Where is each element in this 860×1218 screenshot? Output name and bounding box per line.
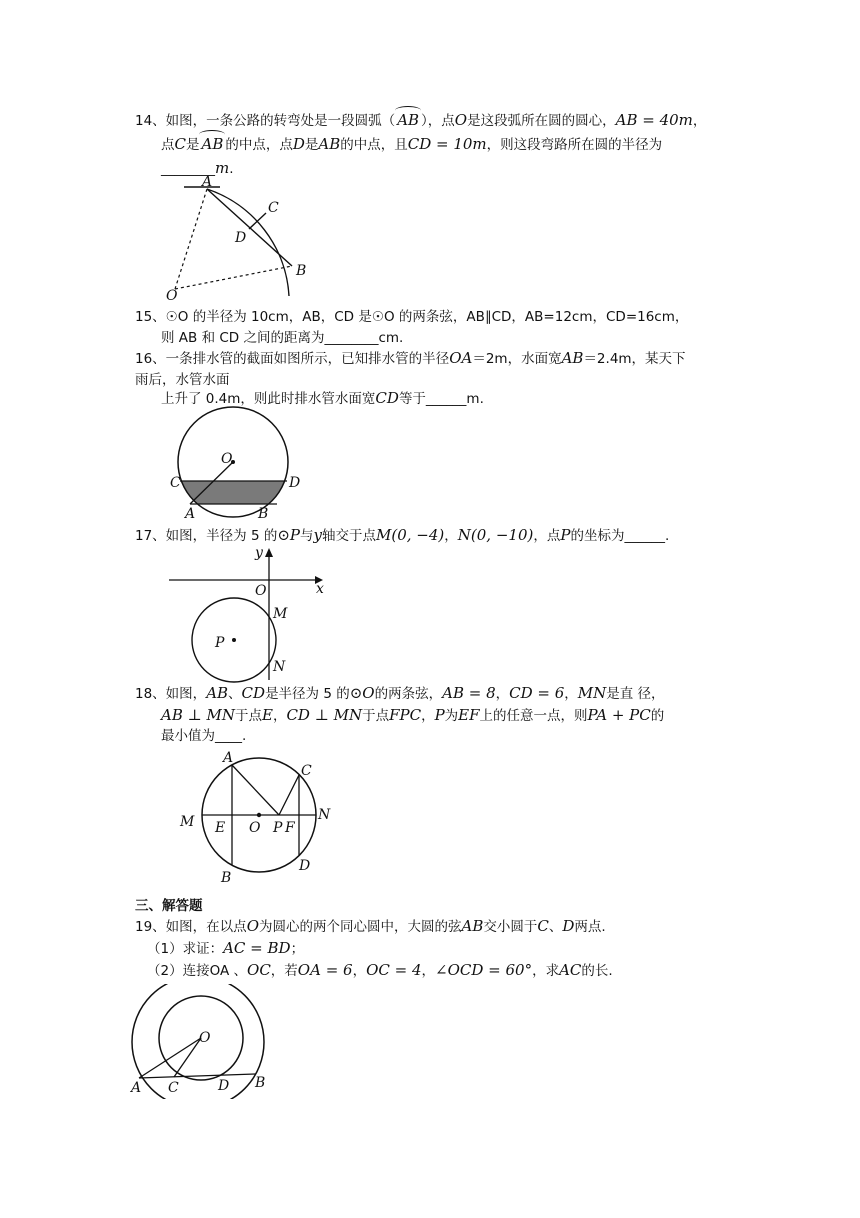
q18-text: 是半径为 5 的 <box>265 686 350 702</box>
q14-text: 14、如图，一条公路的转弯处是一段圆弧（ <box>135 113 396 129</box>
q17-label-o: O <box>255 583 267 599</box>
q19-text: ， <box>421 963 436 979</box>
q18-text: 、 <box>228 686 242 702</box>
q18-figure <box>175 745 345 885</box>
q17-line <box>135 525 669 546</box>
q14-line1 <box>135 110 706 131</box>
q18-segment-ef: EF <box>458 706 480 724</box>
q18-text: 的 <box>650 708 665 724</box>
q18-label-d: D <box>299 858 311 874</box>
q14-answer-blank: ________ <box>161 161 215 177</box>
q17-y-var: y <box>313 526 323 544</box>
q19-figure <box>128 984 278 1099</box>
q16-text: ＝2m，水面宽 <box>472 351 562 367</box>
q18-label-n: N <box>318 807 331 823</box>
q16-label-a: A <box>185 506 196 520</box>
q18-text: 上的任意一点，则 <box>479 708 588 724</box>
q19-segment-ab: AB <box>461 917 484 935</box>
q19-text: 的长. <box>581 963 613 979</box>
q18-segment-pa <box>232 765 279 815</box>
q19-label-d: D <box>218 1078 230 1094</box>
q14-radius-ob <box>175 266 292 289</box>
q16-label-c: C <box>170 475 181 491</box>
q19-text: ， <box>352 963 367 979</box>
q17-text: ， <box>444 528 458 544</box>
q16-text: 上升了 0.4m，则此时排水管水面宽 <box>161 391 376 407</box>
q14-eq-cd: CD = 10m <box>407 135 487 153</box>
q19-eq-oa: OA = 6 <box>297 961 353 979</box>
q17-label-n: N <box>273 659 286 675</box>
q19-text: ，求 <box>532 963 560 979</box>
q14-label-d: D <box>235 230 247 246</box>
q17-center-dot <box>232 638 236 642</box>
q18-label-m: M <box>180 814 195 830</box>
q18-eq-ab: AB = 8 <box>442 684 496 702</box>
q18-text: 于点 <box>234 708 262 724</box>
q16-segment-ab: AB <box>561 349 584 367</box>
q14-label-o: O <box>166 288 178 303</box>
q16-text: 等于______m. <box>398 391 484 407</box>
q18-line2 <box>161 705 664 726</box>
q14-text: . <box>229 161 234 177</box>
q17-point-m: M(0, −4) <box>376 526 445 544</box>
q18-point-e: E <box>261 706 273 724</box>
q17-text: 17、如图，半径为 5 的 <box>135 528 278 544</box>
q19-text: ； <box>290 941 305 957</box>
q17-label-p: P <box>215 635 225 651</box>
q18-sum: PA + PC <box>587 706 651 724</box>
q18-perp-ab: AB ⊥ MN <box>161 706 235 724</box>
q14-segment-ab: AB <box>318 135 341 153</box>
q14-text: 是 <box>185 137 200 153</box>
q16-line2: 雨后，水管水面 <box>135 372 230 388</box>
q17-text: 轴交于点 <box>322 528 377 544</box>
q19-segment-oc <box>174 1038 201 1077</box>
q18-eq-cd: CD = 6 <box>509 684 565 702</box>
q18-point-p: P <box>434 706 445 724</box>
q19-text: （1）求证： <box>147 941 224 957</box>
q19-text: 19、如图，在以点 <box>135 919 247 935</box>
q18-text: 是直 径， <box>606 686 665 702</box>
q18-label-e: E <box>215 820 226 836</box>
q19-point-o: O <box>246 917 259 935</box>
q18-text: ， <box>421 708 435 724</box>
q18-text: ， <box>564 686 578 702</box>
q14-point-d: D <box>292 135 305 153</box>
q14-text: ，则这段弯路所在圆的半径为 <box>486 137 663 153</box>
q19-label-o: O <box>199 1030 211 1046</box>
q17-y-arrow-icon <box>265 548 273 557</box>
q14-point-c: C <box>174 135 186 153</box>
q19-part2 <box>147 960 613 981</box>
q18-center-dot <box>257 813 261 817</box>
q16-figure <box>165 405 310 520</box>
q14-text: 点 <box>161 137 175 153</box>
q14-label-b: B <box>296 263 307 279</box>
q19-text: 为圆心的两个同心圆中，大圆的弦 <box>259 919 462 935</box>
q17-label-y: y <box>255 545 263 561</box>
q19-text: 两点. <box>574 919 606 935</box>
q18-circle-o: ⊙O <box>349 684 375 702</box>
q18-text: 的两条弦， <box>374 686 443 702</box>
q17-figure <box>165 545 335 685</box>
q18-segment-ab: AB <box>206 684 229 702</box>
q18-text: ， <box>495 686 510 702</box>
section-title: 三、解答题 <box>135 898 203 914</box>
q18-text: 于点 <box>362 708 390 724</box>
q18-text: 为 <box>444 708 459 724</box>
q14-arc-ab: AB <box>201 135 224 153</box>
q17-label-x: x <box>316 581 324 597</box>
q14-arc-ab: AB <box>397 111 420 129</box>
q16-text: ＝2.4m，某天下 <box>583 351 686 367</box>
q14-text: 的中点，点 <box>225 137 293 153</box>
q19-segment-ac: AC <box>559 961 582 979</box>
q19-text: 交小圆于 <box>483 919 538 935</box>
q19-segment-oa <box>139 1038 201 1078</box>
q14-label-c: C <box>268 200 279 216</box>
q16-label-o: O <box>221 451 233 467</box>
q18-segment-pc <box>279 775 299 815</box>
q19-point-c: C <box>537 917 549 935</box>
q18-label-p: P <box>273 820 283 836</box>
q16-segment-cd: CD <box>375 389 399 407</box>
q18-label-c: C <box>301 763 312 779</box>
q15-line2: 则 AB 和 CD 之间的距离为________cm. <box>161 330 404 346</box>
q19-label-c: C <box>168 1080 179 1096</box>
q15-line1: 15、☉O 的半径为 10cm，AB，CD 是☉O 的两条弦，AB∥CD，AB=12cm，CD=16cm， <box>135 309 689 325</box>
q19-text: ，若 <box>270 963 298 979</box>
q18-point-fpc: FPC <box>389 706 422 724</box>
q19-angle: ∠OCD = 60° <box>435 961 533 979</box>
q19-label-a: A <box>131 1080 142 1096</box>
q17-label-m: M <box>273 606 288 622</box>
q16-text: 16、一条排水管的截面如图所示，已知排水管的半径 <box>135 351 450 367</box>
q18-line3: 最小值为____. <box>161 728 247 744</box>
q18-text: ， <box>272 708 287 724</box>
q16-segment-oa: OA <box>449 349 473 367</box>
q14-chord-ab <box>207 189 292 266</box>
q19-text: 、 <box>548 919 563 935</box>
q16-label-d: D <box>289 475 301 491</box>
q19-eq1: AC = BD <box>223 939 291 957</box>
q19-point-d: D <box>562 917 575 935</box>
q14-text: ），点 <box>421 113 455 129</box>
q19-eq-oc: OC = 4 <box>366 961 422 979</box>
q14-text: 是 <box>304 137 319 153</box>
q14-text: 是这段弧所在圆的圆心， <box>467 113 616 129</box>
q18-label-f: F <box>285 820 295 836</box>
q18-label-o: O <box>249 820 261 836</box>
q17-text: ，点 <box>533 528 561 544</box>
q14-figure <box>160 175 310 303</box>
q18-perp-cd: CD ⊥ MN <box>286 706 363 724</box>
q17-point-p: P <box>560 526 571 544</box>
q18-segment-mn: MN <box>577 684 607 702</box>
q16-label-b: B <box>258 506 269 520</box>
q19-line1 <box>135 916 606 937</box>
q18-line1 <box>135 683 665 704</box>
q18-text: 18、如图， <box>135 686 207 702</box>
q19-segment-oc: OC <box>247 961 271 979</box>
q14-label-a: A <box>202 175 213 190</box>
q17-text: 与 <box>300 528 314 544</box>
q17-circle-p: ⊙P <box>277 526 301 544</box>
q19-text: （2）连接OA 、 <box>147 963 248 979</box>
q14-line2 <box>161 134 662 155</box>
q14-text: ， <box>692 113 707 129</box>
q19-label-b: B <box>255 1075 266 1091</box>
q17-text: 的坐标为______. <box>570 528 670 544</box>
q18-segment-cd: CD <box>241 684 266 702</box>
q19-chord-ab <box>139 1074 256 1078</box>
q14-radius-oa <box>175 189 207 289</box>
q14-text: 的中点，且 <box>340 137 408 153</box>
q18-label-b: B <box>221 870 232 885</box>
q19-part1 <box>147 938 304 959</box>
q18-label-a: A <box>223 750 234 766</box>
q14-point-o: O <box>454 111 468 129</box>
q14-eq-ab: AB = 40m <box>615 111 693 129</box>
q17-point-n: N(0, −10) <box>457 526 534 544</box>
q16-line1 <box>135 348 686 369</box>
q14-unit: m <box>215 159 230 177</box>
